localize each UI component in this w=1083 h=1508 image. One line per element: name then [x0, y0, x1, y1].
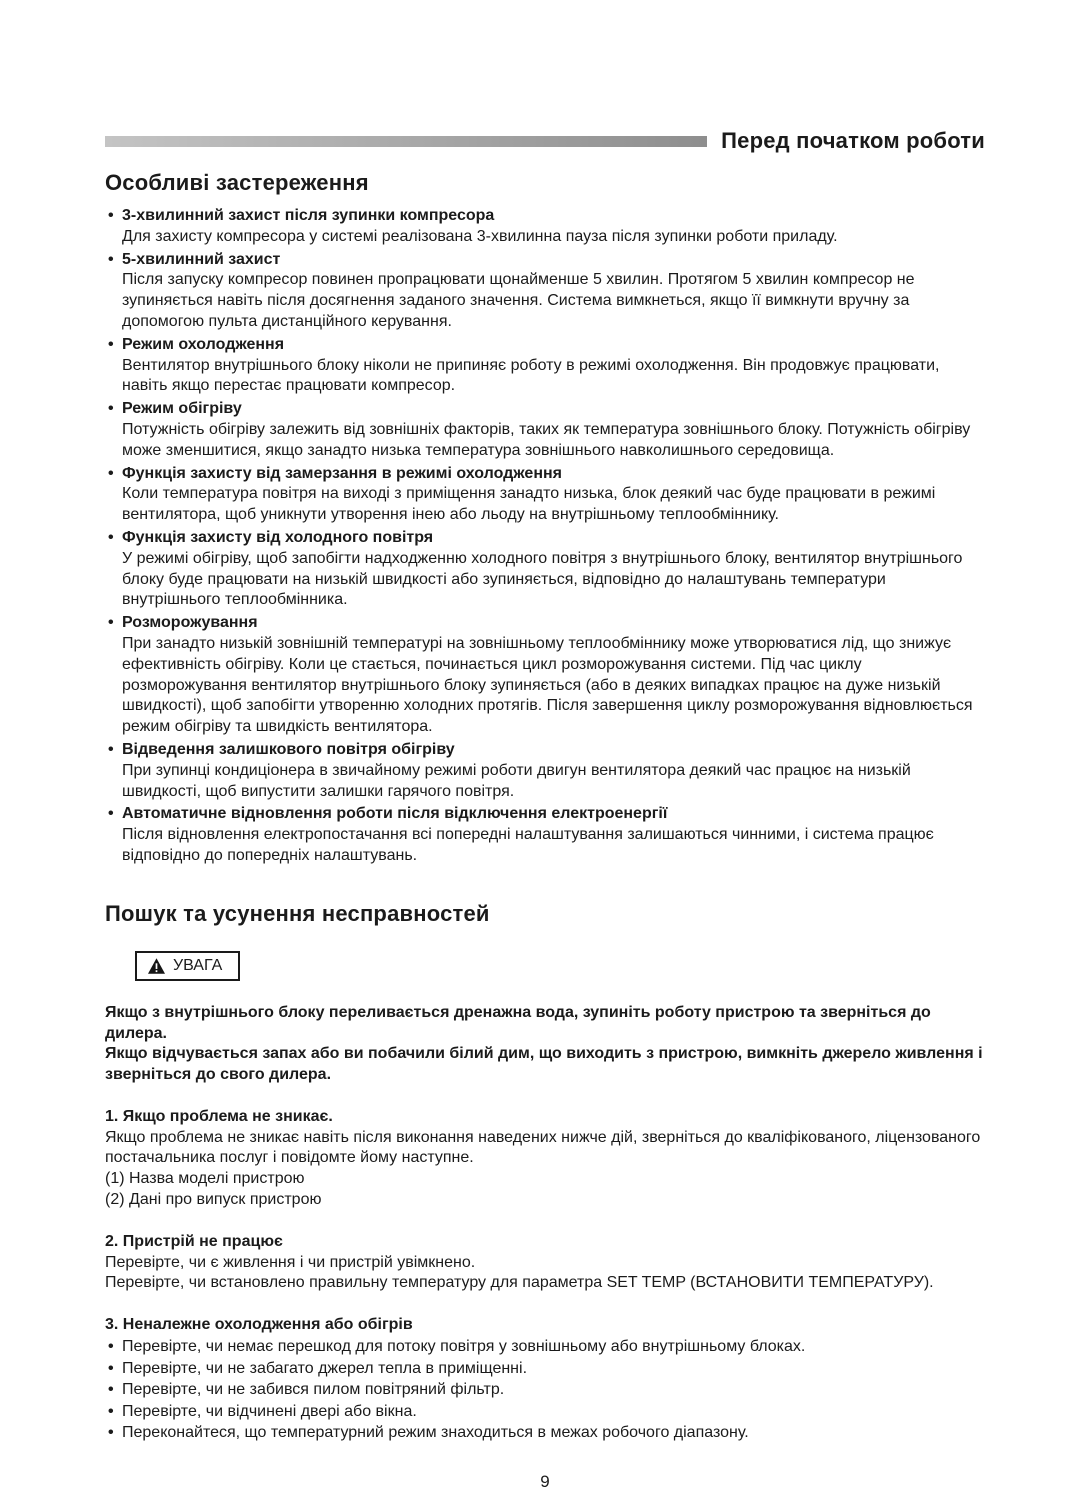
precaution-body: При занадто низькій зовнішній температурі на зовнішньому теплообміннику може утворюватися лід, що знижує ефективність обігріву. Коли це стається, починається цикл розморожування системи. Під час циклу розморожування вентилятор внутрішнього блоку зупиняється (або в деяких випадках працює на дуже низькій швидкості), щоб запобігти утворенню холодних протягів. Після завершення циклу розморожування відновлюється режим обігріву та швидкість вентилятора. — [122, 634, 973, 736]
precaution-item — [105, 399, 985, 461]
block-line: Якщо проблема не зникає навіть після виконання наведених нижче дій, зверніться до кваліфікованого, ліцензованого постачальника послуг і повідомте йому наступне. — [105, 1128, 981, 1167]
precaution-list — [105, 206, 985, 867]
precaution-title: • Режим обігріву — [105, 399, 985, 420]
precaution-title: • Режим охолодження — [105, 335, 985, 356]
warning-icon — [148, 958, 165, 974]
precaution-title: • 3-хвилинний захист після зупинки компресора — [105, 206, 985, 227]
block-title: 1. Якщо проблема не зникає. — [105, 1107, 333, 1125]
troubleshooting-block — [105, 1107, 985, 1211]
check-item: • Перевірте, чи немає перешкод для потоку повітря у зовнішньому або внутрішньому блоках. — [105, 1336, 985, 1358]
page-number: 9 — [540, 1472, 550, 1492]
check-item: • Переконайтеся, що температурний режим знаходиться в межах робочого діапазону. — [105, 1422, 985, 1444]
precaution-body: Після відновлення електропостачання всі попередні налаштування залишаються чинними, і система працює відповідно до попередніх налаштувань. — [122, 826, 934, 864]
precaution-item — [105, 206, 985, 248]
troubleshooting-intro — [105, 1003, 985, 1086]
intro-paragraph: Якщо з внутрішнього блоку переливається дренажна вода, зупиніть роботу пристрою та зверніться до дилера. — [105, 1003, 931, 1042]
block-title: 3. Неналежне охолодження або обігрів — [105, 1316, 413, 1334]
precaution-item — [105, 335, 985, 397]
warning-box — [135, 951, 240, 981]
check-item: • Перевірте, чи не забагато джерел тепла в приміщенні. — [105, 1358, 985, 1380]
precaution-item — [105, 804, 985, 866]
precaution-item — [105, 464, 985, 526]
page-header — [105, 128, 985, 154]
precaution-body: Коли температура повітря на виході з приміщення занадто низька, блок деякий час буде працювати в режимі вентилятора, щоб уникнути утворення інею або льоду на внутрішньому теплообміннику. — [122, 485, 936, 524]
check-item: • Перевірте, чи відчинені двері або вікна. — [105, 1401, 985, 1423]
precaution-body: Вентилятор внутрішнього блоку ніколи не припиняє роботу в режимі охолодження. Він продовжує працювати, навіть якщо перестає працювати компресор. — [122, 356, 940, 395]
precaution-body: При зупинці кондиціонера в звичайному режимі роботи двигун вентилятора деякий час працює на низькій швидкості, щоб випустити залишки гарячого повітря. — [122, 761, 911, 800]
troubleshooting-block — [105, 1315, 985, 1444]
precaution-body: Потужність обігріву залежить від зовнішніх факторів, таких як температура зовнішнього блоку. Потужність обігріву може зменшитися, якщо занадто низька температура зовнішнього навколишнього середовища. — [122, 420, 971, 459]
intro-paragraph: Якщо відчувається запах або ви побачили білий дим, що виходить з пристрою, вимкніть джерело живлення і зверніться до свого дилера. — [105, 1045, 983, 1084]
section-title-precautions: Особливі застереження — [105, 170, 369, 195]
precaution-item — [105, 613, 985, 738]
header-rule — [105, 136, 707, 147]
block-line: Перевірте, чи є живлення і чи пристрій увімкнено. — [105, 1253, 476, 1271]
section-title-troubleshooting: Пошук та усунення несправностей — [105, 900, 490, 926]
precaution-title: • Відведення залишкового повітря обігріву — [105, 740, 985, 761]
block-line: (1) Назва моделі пристрою — [105, 1170, 305, 1188]
precaution-title: • Автоматичне відновлення роботи після відключення електроенергії — [105, 804, 985, 825]
troubleshooting-block — [105, 1232, 985, 1294]
precaution-title: • Розморожування — [105, 613, 985, 634]
precaution-body: У режимі обігріву, щоб запобігти надходженню холодного повітря з внутрішнього блоку, вентилятор внутрішнього блоку буде працювати на низькій швидкості або зупиняється, відповідно до налаштувань температури внутрішнього теплообмінника. — [122, 549, 963, 609]
precaution-body: Для захисту компресора у системі реалізована 3-хвилинна пауза після зупинки роботи приладу. — [122, 227, 838, 245]
precaution-item — [105, 250, 985, 333]
warning-label: УВАГА — [173, 956, 223, 974]
precaution-body: Після запуску компресор повинен пропрацювати щонайменше 5 хвилин. Протягом 5 хвилин компресор не зупиняється навіть після досягнення заданого значення. Система вимкнеться, якщо її вимкнути вручну за допомогою пульта дистанційного керування. — [122, 271, 915, 330]
block-line: Перевірте, чи встановлено правильну температуру для параметра SET TEMP (ВСТАНОВИТИ ТЕМПЕРАТУРУ). — [105, 1274, 934, 1292]
precaution-title: • 5-хвилинний захист — [105, 250, 985, 271]
check-item: • Перевірте, чи не забився пилом повітряний фільтр. — [105, 1379, 985, 1401]
page-header-title: Перед початком роботи — [721, 128, 985, 153]
precaution-title: • Функція захисту від замерзання в режимі охолодження — [105, 464, 985, 485]
precaution-item — [105, 528, 985, 611]
block-title: 2. Пристрій не працює — [105, 1232, 283, 1250]
precaution-item — [105, 740, 985, 802]
precaution-title: • Функція захисту від холодного повітря — [105, 528, 985, 549]
block-line: (2) Дані про випуск пристрою — [105, 1191, 322, 1209]
